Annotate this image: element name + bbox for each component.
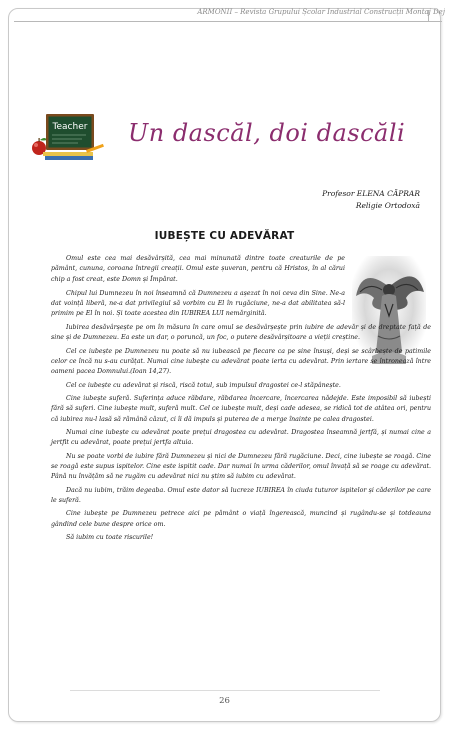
- logo-text: Teacher: [52, 122, 88, 132]
- paragraph: Chipul lui Dumnezeu în noi înseamnă că Dumnezeu a așezat în noi ceva din Sine. Ne-a dat voință liberă, ne-a dat privilegiul să vorbim cu El în rugăciune, ne-a dat abilitatea să-l primim pe El în noi. Și toate acestea din IUBIREA LUI nemărginită.: [51, 289, 345, 318]
- running-header: ARMONII – Revista Grupului Școlar Industrial Construcții Montaj Dej: [197, 8, 445, 16]
- page-number: 26: [219, 696, 230, 706]
- section-title: Un dascăl, doi dascăli: [128, 119, 406, 147]
- teacher-logo-icon: [28, 112, 108, 162]
- paragraph: Nu se poate vorbi de iubire fără Dumnezeu și nici de Dumnezeu fără rugăciune. Deci, cine iubește se roagă. Cine se roagă este supus ispitelor. Cine este ispitit cade. Dar numai în urma căderilor, omul învață să se roage cu adevărat. Până nu învățăm să ne rugăm cu adevărat nici nu știm să iubim cu adevărat.: [51, 452, 431, 481]
- header-rule: [14, 21, 442, 22]
- paragraph: Să iubim cu toate riscurile!: [66, 533, 154, 541]
- paragraph: Omul este cea mai desăvârșită, cea mai minunată dintre toate creaturile de pe pământ, cununa, coroana întregii creații. Omul este șuveran, pentru că Hristos, în al cărui chip a fost creat, este Domn și Împărat.: [51, 255, 345, 283]
- author-role: Religie Ortodoxă: [355, 201, 420, 210]
- article-title: IUBEȘTE CU ADEVĂRAT: [154, 230, 295, 242]
- author-name: Profesor ELENA CĂPRAR: [322, 189, 420, 198]
- paragraph: Numai cine iubește cu adevărat poate prețui dragostea cu adevărat. Dragostea înseamnă jertfă, și numai cine a jertfit cu adevărat, poate prețui jertfa altuia.: [51, 428, 431, 447]
- paragraph: Cel ce iubește cu adevărat și riscă, riscă totul, sub impulsul dragostei ce-l stăpânește.: [66, 381, 341, 389]
- paragraph: Cine iubește suferă. Suferința aduce răbdare, răbdarea încercare, încercarea nădejde. Este imposibil să iubești fără să suferi. Cine iubește mult, suferă mult. Cel ce iubește mult, deși cade adesea, se ridică tot de atâtea ori, pentru că iubirea nu-l lasă să rămână căzut, ci îi dă impuls și puterea de a merge înainte pe calea dragostei.: [51, 394, 431, 423]
- paragraph: Cel ce iubește pe Dumnezeu nu poate să nu iubească pe fiecare ca pe sine însuși, deși se scârbește de patimile celor ce încă nu s-au curățat. Numai cine iubește cu adevărat poate ierta cu adevărat. Prin iertare se întronează între oameni pacea Domnului.(Ioan 14,27).: [51, 347, 431, 376]
- paragraph: Iubirea desăvârșește pe om în măsura în care omul se desăvârșește prin iubire de adevăr și de dreptate față de sine și de Dumnezeu. Ea este un dar, o poruncă, un foc, o putere desăvârșitoare a vieții creștine.: [51, 323, 431, 342]
- paragraph: Dacă nu iubim, trăim degeaba. Omul este dator să lucreze IUBIREA în ciuda tuturor ispitelor și căderilor pe care le suferă.: [51, 486, 431, 504]
- article-body: [51, 254, 431, 546]
- author-block: [240, 188, 420, 212]
- footer-rule: [70, 690, 380, 691]
- paragraph: Cine iubește pe Dumnezeu petrece aici pe pământ o viață îngerească, muncind și rugându-se și totdeauna gândind cele bune despre orice om.: [51, 510, 431, 528]
